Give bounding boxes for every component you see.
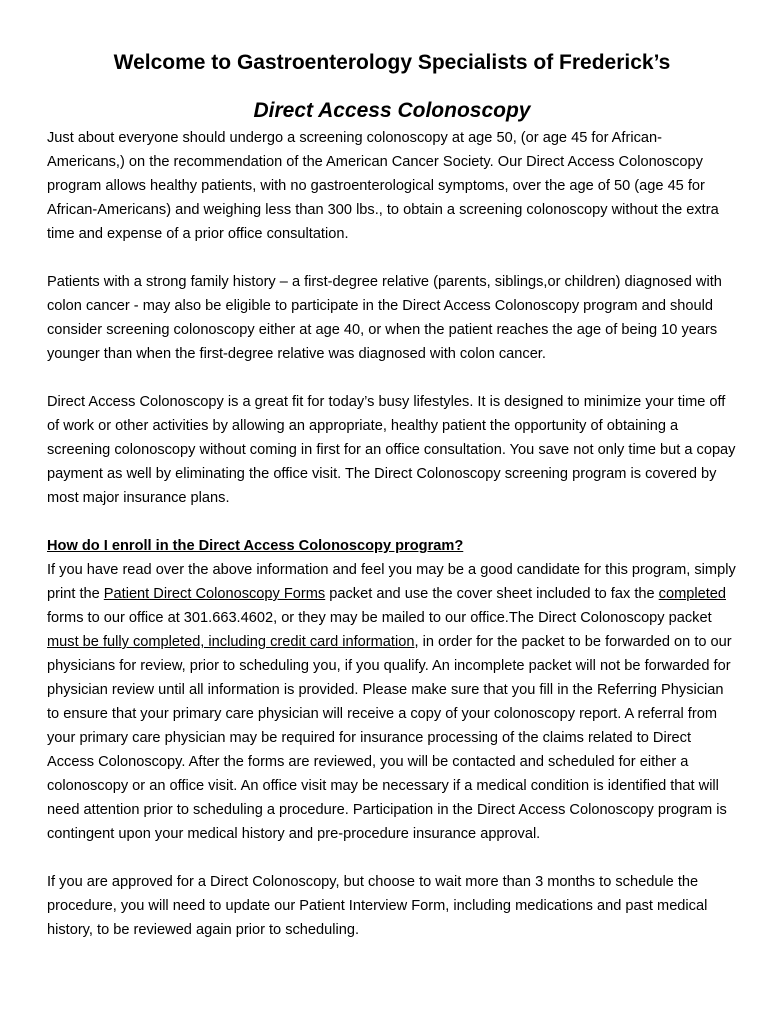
document-page — [47, 48, 737, 942]
enroll-text-3: forms to our office at 301.663.4602, or they may be mailed to our office.The Direct Colonoscopy packet — [47, 610, 712, 626]
lifestyle-paragraph: Direct Access Colonoscopy is a great fit for today’s busy lifestyles. It is designed to minimize your time off of work or other activities by allowing an appropriate, healthy patient the opportunity of obtaining a screening colonoscopy without coming in first for an office consultation. You save not only time but a copay payment as well by eliminating the office visit. The Direct Colonoscopy screening program is covered by most major insurance plans. — [47, 394, 736, 506]
completed-emphasis: completed — [658, 586, 727, 602]
enroll-text-4: in order for the packet to be forwarded on to our physicians for review, prior to scheduling you, if you qualify. An incomplete packet will not be forwarded for physician review until all information is provided. Please make sure that you fill in the Referring Physician to ensure that your primary care physician will receive a copy of your colonoscopy report. A referral from your primary care physician may be required for insurance processing of the claims related to Direct Access Colonoscopy. After the forms are reviewed, you will be contacted and scheduled for either a colonoscopy or an office visit. An office visit may be necessary if a medical condition is identified that will need attention prior to scheduling a procedure. Participation in the Direct Access Colonoscopy program is contingent upon your medical history and pre-procedure insurance approval. — [47, 634, 732, 842]
enroll-paragraph — [47, 558, 737, 846]
intro-paragraph: Just about everyone should undergo a screening colonoscopy at age 50, (or age 45 for African-Americans,) on the recommendation of the American Cancer Society. Our Direct Access Colonoscopy program allows healthy patients, with no gastroenterological symptoms, over the age of 50 (age 45 for African-Americans) and weighing less than 300 lbs., to obtain a screening colonoscopy without the extra time and expense of a prior office consultation. — [47, 130, 719, 242]
closing-paragraph: If you are approved for a Direct Colonoscopy, but choose to wait more than 3 months to schedule the procedure, you will need to update our Patient Interview Form, including medications and past medical history, to be reviewed again prior to scheduling. — [47, 874, 708, 938]
page-subtitle: Direct Access Colonoscopy — [253, 99, 531, 122]
patient-forms-link[interactable]: Patient Direct Colonoscopy Forms — [103, 586, 326, 602]
enroll-text-2: packet and use the cover sheet included to fax the — [325, 586, 659, 602]
enroll-text-1: If you have read over the above information and feel you may be a good candidate for this program, simply print the — [47, 562, 736, 602]
enroll-heading: How do I enroll in the Direct Access Colonoscopy program? — [47, 538, 464, 554]
must-complete-emphasis: must be fully completed, including credit card information, — [47, 634, 419, 650]
family-history-paragraph: Patients with a strong family history – a first-degree relative (parents, siblings,or children) diagnosed with colon cancer - may also be eligible to participate in the Direct Access Colonoscopy program and should consider screening colonoscopy either at age 40, or when the patient reaches the age of being 10 years younger than when the first-degree relative was diagnosed with colon cancer. — [47, 274, 722, 362]
page-title: Welcome to Gastroenterology Specialists of Frederick’s — [113, 51, 671, 74]
